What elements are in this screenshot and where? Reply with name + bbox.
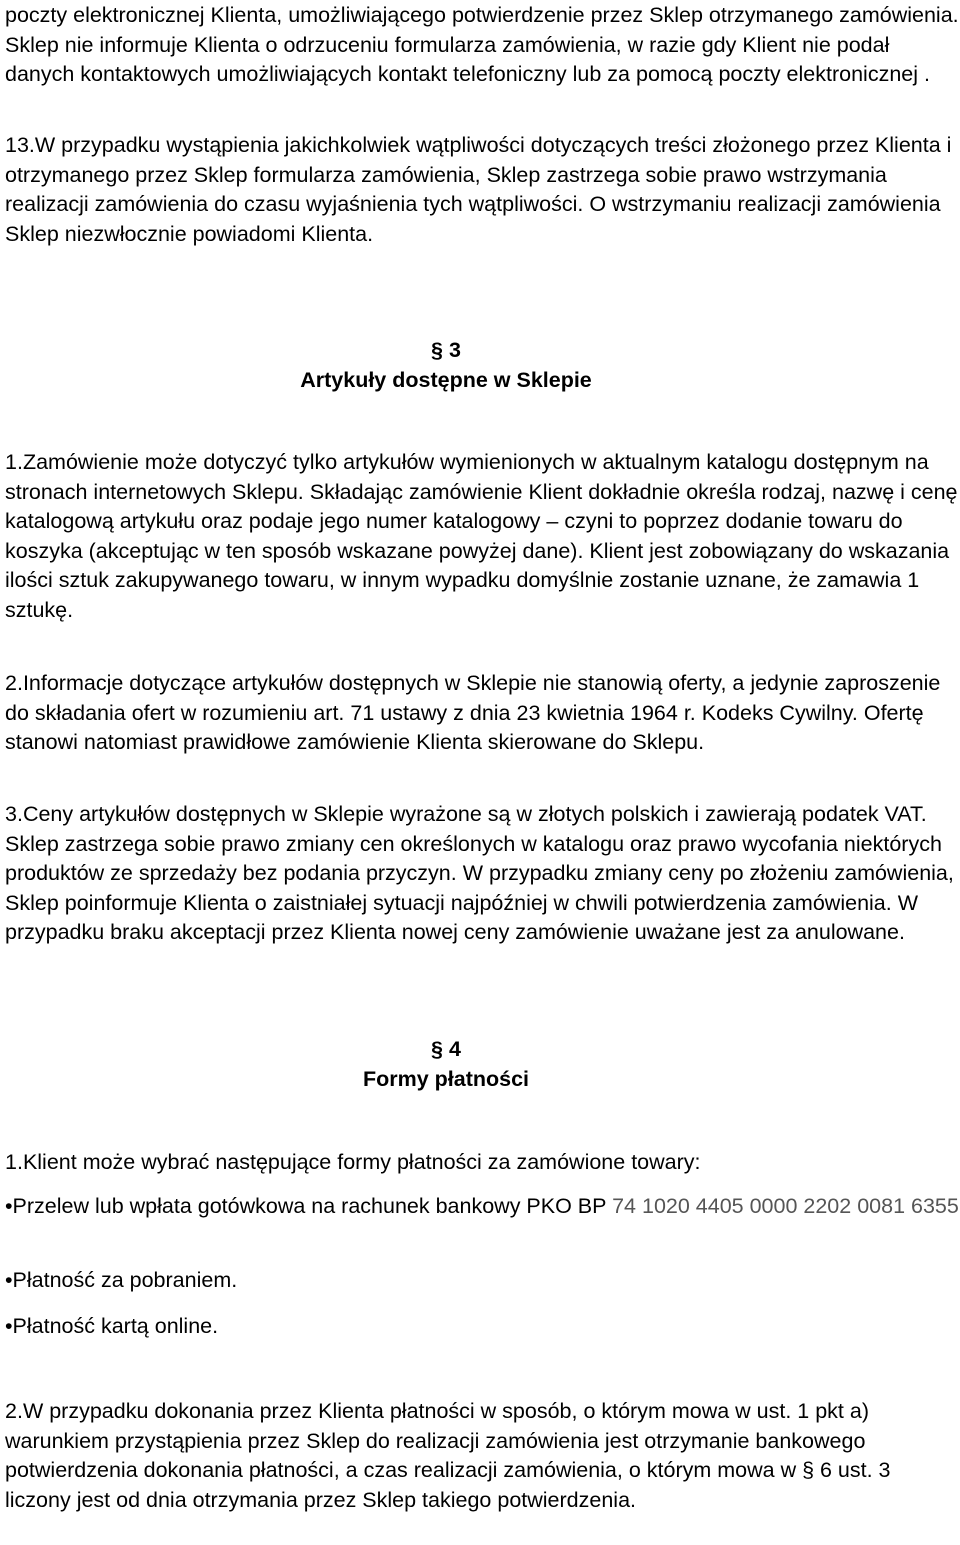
section-4-paragraph-1: 1.Klient może wybrać następujące formy płatności za zamówione towary: (5, 1150, 701, 1174)
list-item: •Płatność za pobraniem. (5, 1268, 238, 1292)
paragraph-number: 13. (5, 133, 35, 157)
paragraph-number: 2. (5, 1399, 23, 1423)
section-3-title: Artykuły dostępne w Sklepie (300, 368, 592, 392)
section-3-paragraph-1: 1.Zamówienie może dotyczyć tylko artykułów wymienionych w aktualnym katalogu dostępnym na stronach internetowych Sklepu. Składając zamówienie Klient dokładnie określa rodzaj, nazwę i cenę katalogową artykułu oraz podaje jego numer katalogowy – czyni to poprzez dodanie towaru do koszyka (akceptując w ten sposób wskazane powyżej dane). Klient jest zobowiązany do wskazania ilości sztuk zakupywanego towaru, w innym wypadku domyślnie zostanie uznane, że zamawia 1 sztukę. (5, 450, 958, 622)
bullet-icon: • (5, 1314, 13, 1338)
paragraph-13: 13.W przypadku wystąpienia jakichkolwiek wątpliwości dotyczących treści złożonego przez Klienta i otrzymanego przez Sklep formularza zamówienia, Sklep zastrzega sobie prawo wstrzymania realizacji zamówienia do czasu wyjaśnienia tych wątpliwości. O wstrzymaniu realizacji zamówienia Sklep niezwłocznie powiadomi Klienta. (5, 133, 952, 246)
list-item: •Przelew lub wpłata gotówkowa na rachunek bankowy PKO BP 74 1020 4405 0000 2202 0081 6355 (5, 1194, 959, 1218)
paragraph-number: 1. (5, 450, 23, 474)
bank-account-number: 74 1020 4405 0000 2202 0081 6355 (612, 1194, 959, 1218)
section-3-number: § 3 (431, 338, 461, 362)
list-item: •Płatność kartą online. (5, 1314, 219, 1338)
section-4-title: Formy płatności (362, 1067, 530, 1091)
section-3-paragraph-2: 2.Informacje dotyczące artykułów dostępnych w Sklepie nie stanowią oferty, a jedynie zaproszenie do składania ofert w rozumieniu art. 71 ustawy z dnia 23 kwietnia 1964 r. Kodeks Cywilny. Ofertę stanowi natomiast prawidłowe zamówienie Klienta skierowane do Sklepu. (5, 671, 941, 755)
paragraph-12-tail: poczty elektronicznej Klienta, umożliwiającego potwierdzenie przez Sklep otrzymanego zamówienia. Sklep nie informuje Klienta o odrzuceniu formularza zamówienia, w razie gdy Klient nie podał danych kontaktowych umożliwiających kontakt telefoniczny lub za pomocą poczty elektronicznej . (5, 3, 959, 87)
paragraph-number: 1. (5, 1150, 23, 1174)
bullet-icon: • (5, 1194, 13, 1218)
paragraph-number: 2. (5, 671, 23, 695)
section-3-paragraph-3: 3.Ceny artykułów dostępnych w Sklepie wyrażone są w złotych polskich i zawierają podatek VAT. Sklep zastrzega sobie prawo zmiany cen określonych w katalogu oraz prawo wycofania niektórych produktów ze sprzedaży bez podania przyczyn. W przypadku zmiany ceny po złożeniu zamówienia, Sklep poinformuje Klienta o zaistniałej sytuacji najpóźniej w chwili potwierdzenia zamówienia. W przypadku braku akceptacji przez Klienta nowej ceny zamówienie uważane jest za anulowane. (5, 802, 954, 945)
paragraph-number: 3. (5, 802, 23, 826)
section-4-paragraph-2: 2.W przypadku dokonania przez Klienta płatności w sposób, o którym mowa w ust. 1 pkt a) warunkiem przystąpienia przez Sklep do realizacji zamówienia jest otrzymanie bankowego potwierdzenia dokonania płatności, a czas realizacji zamówienia, o którym mowa w § 6 ust. 3 liczony jest od dnia otrzymania przez Sklep takiego potwierdzenia. (5, 1399, 891, 1512)
section-4-number: § 4 (431, 1037, 461, 1061)
bullet-icon: • (5, 1268, 13, 1292)
